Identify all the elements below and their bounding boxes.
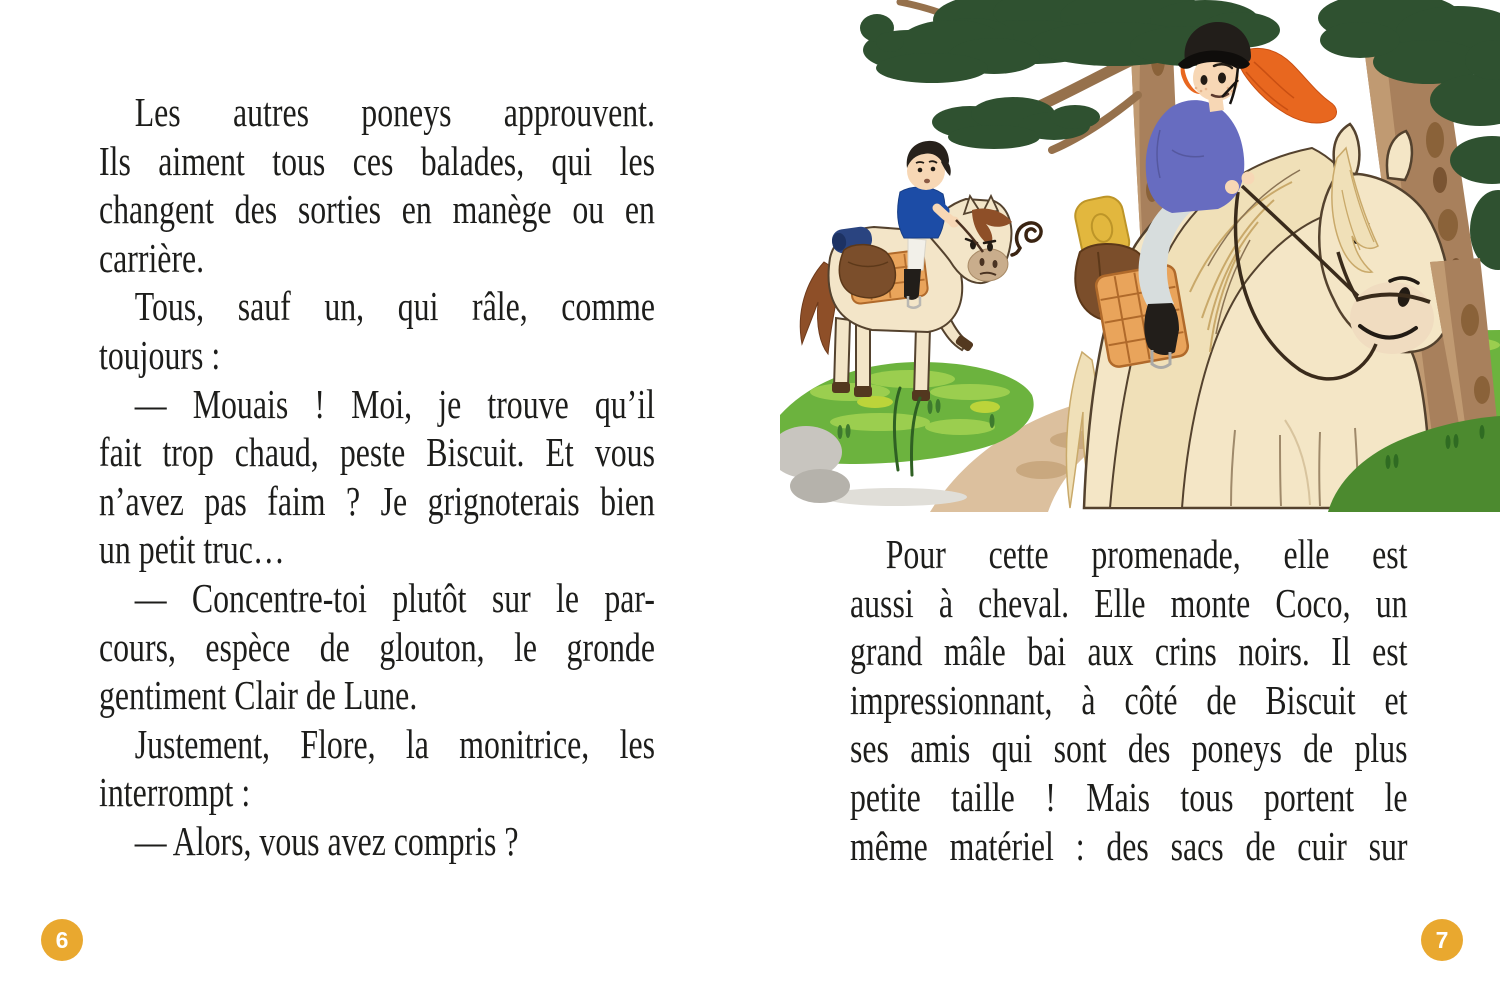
left-page-line: un petit truc… <box>99 526 285 573</box>
left-page-line: Justement, Flore, la monitrice, les <box>134 720 655 767</box>
illustration <box>780 0 1500 512</box>
right-page-text <box>850 530 1408 870</box>
left-page-line: cours, espèce de glouton, le gronde <box>99 623 655 670</box>
page-number-badge-right <box>1421 919 1463 961</box>
page-number-badge-left <box>41 919 83 961</box>
left-page-line: Ils aiment tous ces balades, qui les <box>99 137 655 184</box>
page-number: 6 <box>55 926 69 953</box>
left-page-line: fait trop chaud, peste Biscuit. Et vous <box>99 429 655 476</box>
grumpy-scribble-icon <box>1012 223 1041 255</box>
page-number: 7 <box>1435 926 1449 953</box>
left-page-line: changent des sorties en manège ou en <box>99 186 655 233</box>
saddle-bag <box>839 245 895 298</box>
right-page-line: Pour cette promenade, elle est <box>885 531 1408 577</box>
left-page-line: carrière. <box>99 234 205 281</box>
left-page-line: toujours : <box>99 331 221 378</box>
left-page-line: Tous, sauf un, qui râle, comme <box>134 283 655 330</box>
left-page-line: interrompt : <box>99 769 251 816</box>
left-page-line: — Alors, vous avez compris ? <box>134 817 519 864</box>
left-page-line: gentiment Clair de Lune. <box>99 672 418 719</box>
right-page-line: même matériel : des sacs de cuir sur <box>850 822 1408 869</box>
left-page-line: Les autres poneys approuvent. <box>134 89 655 135</box>
right-page-line: ses amis qui sont des poneys de plus <box>850 725 1408 772</box>
right-page-line: aussi à cheval. Elle monte Coco, un <box>850 579 1408 626</box>
right-page-line: petite taille ! Mais tous portent le <box>850 773 1408 820</box>
right-page-line: grand mâle bai aux crins noirs. Il est <box>850 628 1408 675</box>
left-page-line: n’avez pas faim ? Je grignoterais bien <box>99 477 655 524</box>
right-page-line: impressionnant, à côté de Biscuit et <box>850 676 1408 723</box>
left-page-line: — Mouais ! Moi, je trouve qu’il <box>134 380 655 427</box>
girl-boot <box>1144 303 1179 355</box>
left-page-text <box>99 88 655 866</box>
girl-ponytail <box>1238 48 1337 123</box>
left-page-line: — Concentre-toi plutôt sur le par- <box>134 574 655 621</box>
